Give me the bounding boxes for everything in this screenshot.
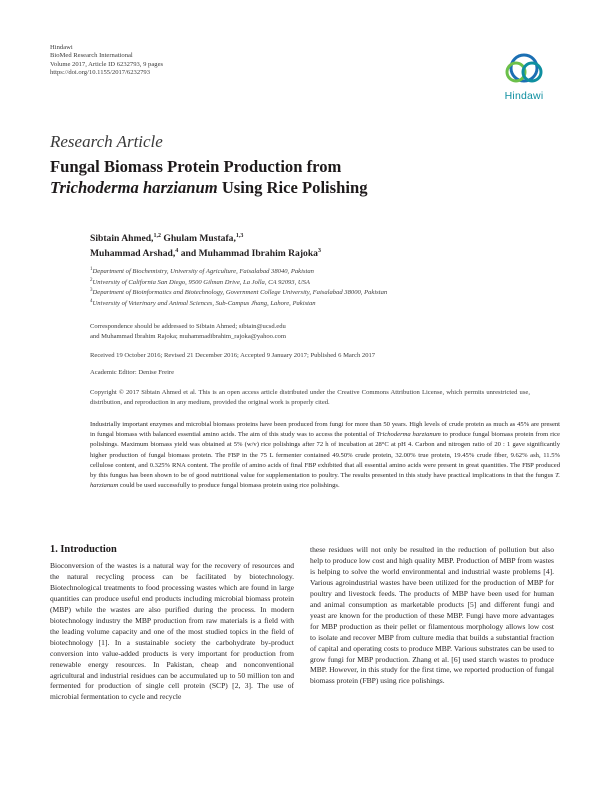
affiliation-text: University of Veterinary and Animal Sciences, Sub-Campus Jhang, Lahore, Pakistan — [92, 299, 316, 307]
body-paragraph: these residues will not only be resulted in the reduction of pollution but also help to produce low cost and high quality MBP. Production of MBP from wastes is helping to solve the world environmental and industrial waste problems [4]. Various agroindustrial wastes have been utilized for the production of MBP for poultry and livestock feeds. The products of MBP have been used for human and animal consumption as marketable products [5] and different fungi and yeast are known for the production of these MBP. Fungi have more advantages for MBP production as their pellet or filamentous morphology allows low cost to isolate and recover MBP from culture media that builds a substantial fraction of capital and operating costs to produce MBP. Various substrates can be used to grow fungi for MBP production. Zhang et al. [6] used starch wastes to produce MBP. However, in this study for the first time, we reported production of fungal biomass protein (FBP) using rice polishings. — [310, 545, 554, 686]
journal-name: BioMed Research International — [50, 52, 133, 60]
author-name[interactable]: Ghulam Mustafa, — [163, 233, 236, 244]
affiliation-item — [90, 299, 530, 310]
author-affil-mark: 1,3 — [235, 232, 244, 239]
correspondence — [90, 322, 530, 343]
abstract-text: to produce fungal biomass protein from rice polishings. Maximum biomass yield was obtained at 5% (w/v) rice polishings after 72 h of incubation at 28°C at pH 4. Carbon and nitrogen ratio of 20 : 1 gave significantly higher production of fungal biomass protein. The FBP in the 75 L fermenter contained 49.50% crude protein, 32.00% true protein, 19.45% crude fiber, 9.62% ash, 11.5% cellulose content, and 0.325% RNA content. The profile of amino acids of final FBP exhibited that all essential amino acids were present in great quantities. The FBP produced by this fungus has been shown to be of good nutritional value for supplementation to poultry. The results presented in this study have practical implications in that the fungus — [90, 431, 560, 480]
affiliation-mark: 1 — [90, 266, 93, 272]
title-rest: Using Rice Polishing — [217, 178, 368, 197]
title-line-1: Fungal Biomass Protein Production from — [50, 157, 342, 176]
affiliation-text: University of California San Diego, 9500 Gilman Drive, La Jolla, CA 92093, USA — [92, 278, 310, 286]
author-affil-mark: 4 — [175, 247, 179, 254]
abstract — [90, 420, 560, 491]
author-list — [90, 231, 510, 261]
author-line-2 — [90, 246, 510, 261]
abstract-species: T. harzianum — [90, 472, 560, 490]
correspondence-line-2: and Muhammad Ibrahim Rajoka; muhammadibrahim_rajoka@yahoo.com — [90, 333, 286, 341]
section-heading: 1. Introduction — [50, 544, 117, 555]
body-column-left — [50, 561, 294, 703]
volume-line: Volume 2017, Article ID 6232793, 9 pages — [50, 60, 164, 68]
affiliation-item — [90, 278, 530, 289]
affiliation-item — [90, 288, 530, 299]
affiliations — [90, 267, 530, 309]
article-type: Research Article — [50, 132, 163, 151]
affiliation-text: Department of Bioinformatics and Biotechnology, Government College University, Faisalabad 38000, Pakistan — [92, 289, 388, 297]
doi-link[interactable]: https://doi.org/10.1155/2017/6232793 — [50, 69, 151, 77]
author-name[interactable]: and Muhammad Ibrahim Rajoka — [180, 248, 318, 259]
publisher-name: Hindawi — [50, 44, 73, 51]
author-affil-mark: 1,2 — [153, 232, 161, 239]
correspondence-line-1: Correspondence should be addressed to Sibtain Ahmed; sibtain@ucsd.edu — [90, 323, 286, 330]
body-paragraph: Bioconversion of the wastes is a natural way for the recovery of resources and the natural recycling process can be facilitated by biotechnology. Biotechnological treatments to food processing wastes which are found in large quantities can produce useful end products including microbial biomass protein (MBP) while the wastes are also purified during the process. In modern biotechnology industry the MBP production from raw materials is a field with the leading volume capacity and one of the most studied topics in the field of biotechnology [1]. In a sustainable society the carbohydrate by-product conversion into value-added products is very important for production from renewable energy resources. In Pakistan, cheap and nonconventional agricultural and industrial residues can be accumulated up to 50 million ton and fermented for production of single cell protein (SCP) [2, 3]. The use of microbial fermentation to cycle and recycle — [50, 561, 294, 702]
abstract-text: Industrially important enzymes and microbial biomass proteins have been produced from fungi for more than 50 years. High levels of crude protein as much as 45% are present in fungal biomass with balanced essential amino acids. The aim of this study was to access the potential of — [90, 421, 560, 439]
affiliation-mark: 2 — [90, 277, 93, 283]
affiliation-text: Department of Biochemistry, University of Agriculture, Faisalabad 38040, Pakistan — [92, 268, 314, 275]
publication-dates: Received 19 October 2016; Revised 21 December 2016; Accepted 9 January 2017; Published 6 March 2017 — [90, 352, 376, 359]
affiliation-mark: 4 — [90, 298, 93, 304]
logo-text: Hindawi — [504, 90, 544, 102]
academic-editor: Academic Editor: Denise Freire — [90, 369, 175, 376]
author-name[interactable]: Sibtain Ahmed, — [90, 233, 154, 244]
title-line-2 — [50, 177, 510, 198]
author-name[interactable]: Muhammad Arshad, — [90, 248, 176, 259]
abstract-species: Trichoderma harzianum — [376, 431, 441, 439]
article-title — [50, 156, 510, 198]
title-species: Trichoderma harzianum — [50, 178, 218, 197]
abstract-text: could be used successfully to produce fungal biomass protein using rice polishings. — [118, 482, 340, 490]
body-column-right — [310, 545, 554, 687]
copyright-notice: Copyright © 2017 Sibtain Ahmed et al. This is an open access article distributed under the Creative Commons Attribution License, which permits unrestricted use, distribution, and reproduction in any medium, provided the original work is properly cited. — [90, 389, 530, 407]
author-line-1 — [90, 231, 510, 246]
affiliation-mark: 3 — [90, 288, 93, 293]
affiliation-item — [90, 267, 530, 278]
author-affil-mark: 3 — [317, 247, 321, 254]
journal-meta — [50, 44, 163, 78]
